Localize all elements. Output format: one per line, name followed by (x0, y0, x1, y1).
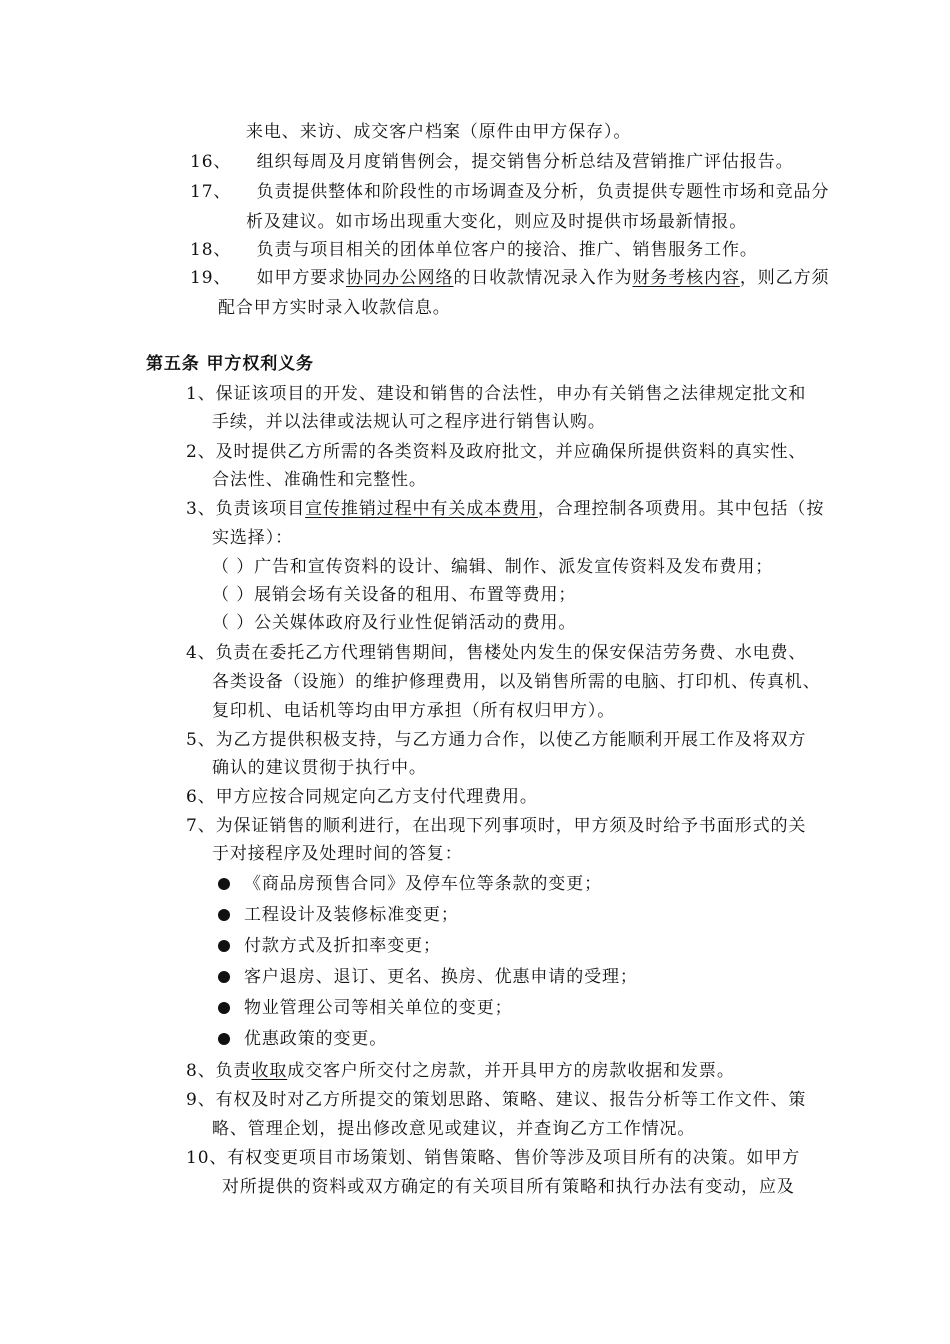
item-16-text: 组织每周及月度销售例会，提交销售分析总结及营销推广评估报告。 (256, 152, 794, 172)
clause-9-line-1: 9、有权及时对乙方所提交的策划思路、策略、建议、报告分析等工作文件、策 (186, 1090, 807, 1110)
clause-5-line-2: 确认的建议贯彻于执行中。 (212, 758, 427, 778)
item-19 (190, 266, 829, 290)
item-18-text: 负责与项目相关的团体单位客户的接洽、推广、销售服务工作。 (256, 240, 758, 260)
clause-3-option-2: （ ）展销会场有关设备的租用、布置等费用； (212, 585, 577, 605)
clause-3-text-a: 3、负责该项目 (186, 499, 306, 519)
clause-8-underline: 收取 (251, 1061, 288, 1081)
clause-2-line-1: 2、及时提供乙方所需的各类资料及政府批文，并应确保所提供资料的真实性、 (186, 442, 807, 462)
clause-5-line-1: 5、为乙方提供积极支持，与乙方通力合作，以使乙方能顺利开展工作及将双方 (186, 730, 807, 750)
clause-7-line-1: 7、为保证销售的顺利进行，在出现下列事项时，甲方须及时给予书面形式的关 (186, 816, 807, 836)
clause-8-text-a: 8、负责 (186, 1061, 252, 1081)
item-19-text-b: 的日收款情况录入作为 (453, 268, 633, 288)
item-16 (190, 150, 794, 174)
clause-4-line-3: 复印机、电话机等均由甲方承担（所有权归甲方）。 (212, 701, 616, 721)
clause-7-line-2: 于对接程序及处理时间的答复： (212, 844, 463, 864)
clause-3-option-1: （ ）广告和宣传资料的设计、编辑、制作、派发宣传资料及发布费用； (212, 557, 774, 577)
item-18-number: 18、 (190, 240, 232, 260)
item-16-number: 16、 (190, 152, 232, 172)
clause-7-bullet (218, 965, 638, 989)
clause-7-bullet-text: 客户退房、退订、更名、换房、优惠申请的受理； (244, 967, 638, 987)
clause-4-line-2: 各类设备（设施）的维护修理费用，以及销售所需的电脑、打印机、传真机、 (212, 672, 821, 692)
clause-2-line-2: 合法性、准确性和完整性。 (212, 470, 427, 490)
clause-7-bullet (218, 1027, 387, 1051)
item-17-continuation: 析及建议。如市场出现重大变化，则应及时提供市场最新情报。 (246, 212, 748, 232)
item-19-number: 19、 (190, 268, 232, 288)
clause-3-line-2: 实选择）： (212, 528, 293, 548)
clause-10-line-2: 对所提供的资料或双方确定的有关项目所有策略和执行办法有变动，应及 (222, 1177, 795, 1197)
clause-7-bullet (218, 903, 459, 927)
clause-3-line-1 (186, 497, 824, 521)
item-18 (190, 238, 758, 262)
clause-3-underline: 宣传推销过程中有关成本费用 (305, 499, 538, 519)
item-17-text: 负责提供整体和阶段性的市场调查及分析，负责提供专题性市场和竞品分 (256, 182, 830, 202)
bullet-dot-icon (218, 909, 230, 921)
clause-8-text-b: 成交客户所交付之房款，并开具甲方的房款收据和发票。 (287, 1061, 735, 1081)
item-19-underline-b: 财务考核内容 (632, 268, 740, 288)
clause-3-text-b: ，合理控制各项费用。其中包括（按 (537, 499, 825, 519)
clause-7-bullet (218, 934, 441, 958)
clause-8-line-1 (186, 1059, 735, 1083)
section-title: 第五条 甲方权利义务 (146, 354, 314, 374)
bullet-dot-icon (218, 1002, 230, 1014)
item-19-underline-a: 协同办公网络 (346, 268, 454, 288)
item-19-text-a: 如甲方要求 (256, 268, 347, 288)
item-17 (190, 180, 829, 204)
item-19-continuation: 配合甲方实时录入收款信息。 (218, 298, 451, 318)
clause-7-bullet (218, 872, 602, 896)
clause-10-line-1: 10、有权变更项目市场策划、销售策略、售价等涉及项目所有的决策。如甲方 (186, 1148, 801, 1168)
clause-4-line-1: 4、负责在委托乙方代理销售期间，售楼处内发生的保安保洁劳务费、水电费、 (186, 643, 807, 663)
bullet-dot-icon (218, 878, 230, 890)
bullet-dot-icon (218, 940, 230, 952)
clause-7-bullet-text: 物业管理公司等相关单位的变更； (244, 998, 513, 1018)
item-19-text-c: ，则乙方须 (739, 268, 830, 288)
clause-7-bullet-text: 《商品房预售合同》及停车位等条款的变更； (244, 874, 602, 894)
clause-7-bullet-text: 付款方式及折扣率变更； (244, 936, 441, 956)
clause-7-bullet (218, 996, 513, 1020)
clause-7-bullet-text: 优惠政策的变更。 (244, 1029, 388, 1049)
clause-9-line-2: 略、管理企划，提出修改意见或建议，并查询乙方工作情况。 (212, 1119, 696, 1139)
clause-7-bullet-text: 工程设计及装修标准变更； (244, 905, 459, 925)
clause-3-option-3: （ ）公关媒体政府及行业性促销活动的费用。 (212, 613, 577, 633)
clause-6-line-1: 6、甲方应按合同规定向乙方支付代理费用。 (186, 787, 538, 807)
bullet-dot-icon (218, 1033, 230, 1045)
item-17-number: 17、 (190, 182, 232, 202)
clause-1-line-2: 手续，并以法律或法规认可之程序进行销售认购。 (212, 412, 606, 432)
prev-line-0: 来电、来访、成交客户档案（原件由甲方保存）。 (246, 122, 632, 142)
bullet-dot-icon (218, 971, 230, 983)
clause-1-line-1: 1、保证该项目的开发、建设和销售的合法性，申办有关销售之法律规定批文和 (186, 384, 807, 404)
